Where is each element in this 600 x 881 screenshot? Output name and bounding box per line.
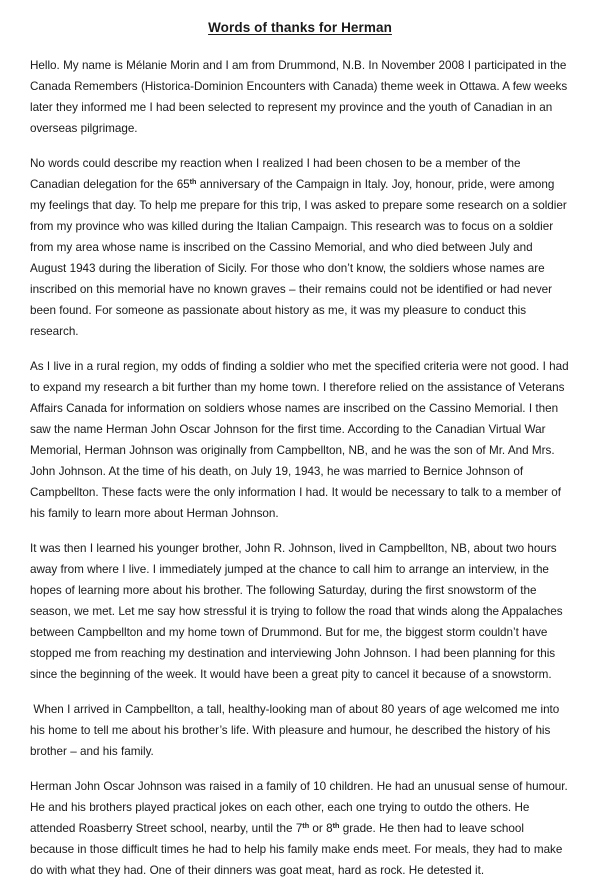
superscript-ordinal: th xyxy=(189,177,197,187)
paragraph: Hello. My name is Mélanie Morin and I am from Drummond, N.B. In November 2008 I participated in the Canada Remembers (Historica-Dominion Encounters with Canada) theme week in Ottawa. A few weeks later they informed me I had been selected to represent my province and the youth of Canadian in an overseas pilgrimage. xyxy=(30,59,571,135)
document-body xyxy=(30,55,570,881)
paragraph: When I arrived in Campbellton, a tall, healthy-looking man of about 80 years of age welcomed me into his home to tell me about his brother’s life. With pleasure and humour, he described the history of his brother – and his family. xyxy=(30,703,563,758)
paragraph: Herman John Oscar Johnson was raised in a family of 10 children. He had an unusual sense of humour. He and his brothers played practical jokes on each other, each one trying to outdo the others. He attended Roasberry Street school, nearby, until the 7th or 8th grade. He then had to leave school because in those difficult times he had to help his family make ends meet. For meals, they had to make do with what they had. One of their dinners was goat meat, hard as rock. He detested it. xyxy=(30,780,572,877)
page-title: Words of thanks for Herman xyxy=(208,20,392,35)
paragraph: As I live in a rural region, my odds of finding a soldier who met the specified criteria were not good. I had to expand my research a bit further than my home town. I therefore relied on the assistance of Veterans Affairs Canada for information on soldiers whose names are inscribed on the Cassino Memorial. I then saw the name Herman John Oscar Johnson for the first time. According to the Canadian Virtual War Memorial, Herman Johnson was originally from Campbellton, NB, and he was the son of Mr. And Mrs. John Johnson. At the time of his death, on July 19, 1943, he was married to Bernice Johnson of Campbellton. These facts were the only information I had. It would be necessary to talk to a member of his family to learn more about Herman Johnson. xyxy=(30,360,572,520)
superscript-ordinal: th xyxy=(302,821,310,831)
paragraph: No words could describe my reaction when I realized I had been chosen to be a member of the Canadian delegation for the 65th anniversary of the Campaign in Italy. Joy, honour, pride, were among my feelings that day. To help me prepare for this trip, I was asked to prepare some research on a soldier from my province who was killed during the Italian Campaign. This research was to focus on a soldier from my area whose name is inscribed on the Cassino Memorial, and who died between July and August 1943 during the liberation of Sicily. For those who don’t know, the soldiers whose names are inscribed on this memorial have no known graves – their remains could not be identified or had never been found. For someone as passionate about history as me, it was my pleasure to conduct this research. xyxy=(30,157,571,338)
superscript-ordinal: th xyxy=(332,821,340,831)
paragraph: It was then I learned his younger brother, John R. Johnson, lived in Campbellton, NB, about two hours away from where I live. I immediately jumped at the chance to call him to arrange an interview, in the hopes of learning more about his brother. The following Saturday, during the first snowstorm of the season, we met. Let me say how stressful it is trying to follow the road that winds along the Appalaches between Campbellton and my home town of Drummond. But for me, the biggest storm couldn’t have stopped me from reaching my destination and interviewing John Johnson. I had been planning for this since the beginning of the week. It would have been a great pity to cancel it because of a snowstorm. xyxy=(30,542,566,681)
